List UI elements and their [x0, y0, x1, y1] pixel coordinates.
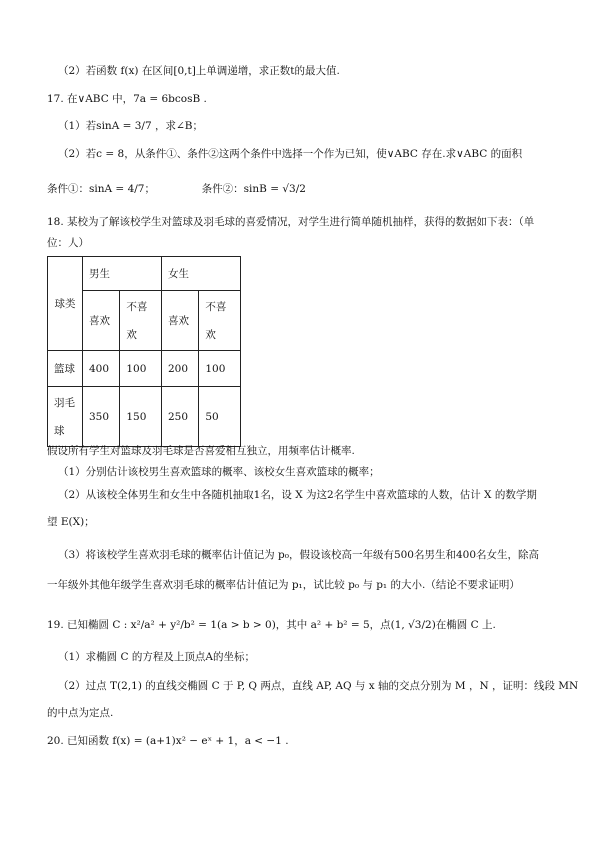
header-male: 男生: [83, 257, 162, 291]
q17-cond2: 条件②：sinB = √3/2: [201, 183, 306, 195]
q18-part2-line2: 望 E(X)；: [47, 516, 95, 528]
sports-preference-table: [47, 256, 241, 447]
table-cell: 100: [120, 351, 162, 387]
q17-stem: 17. 在∨ABC 中，7a = 6bcosB .: [47, 93, 207, 105]
q17-part2: （2）若c = 8，从条件①、条件②这两个条件中选择一个作为已知，使∨ABC 存在.求∨ABC 的面积: [58, 148, 523, 160]
q17-part1: （1）若sinA = 3/7 ，求∠B；: [58, 120, 203, 132]
q18-stem-line2: 位：人）: [47, 237, 89, 249]
q16-part2: （2）若函数 f(x) 在区间[0,t]上单调递增，求正数t的最大值.: [58, 65, 340, 77]
q18-part3-line2: 一年级外其他年级学生喜欢羽毛球的概率估计值记为 p₁，试比较 p₀ 与 p₁ 的大小.（结论不要求证明）: [47, 579, 520, 591]
table-cell: 200: [162, 351, 199, 387]
table-cell: 250: [162, 387, 199, 447]
q17-cond1: 条件①：sinA = 4/7；: [47, 183, 155, 195]
q20-stem: 20. 已知函数 f(x) = (a+1)x² − eˣ + 1，a < −1 .: [47, 735, 289, 747]
q19-part1: （1）求椭圆 C 的方程及上顶点A的坐标；: [58, 651, 255, 663]
table-row: [48, 351, 241, 387]
table-corner: 球类: [48, 257, 83, 351]
q18-part3-line1: （3）将该校学生喜欢羽毛球的概率估计值记为 p₀，假设该校高一年级有500名男生和400名女生，除高: [58, 549, 540, 561]
header-female: 女生: [162, 257, 241, 291]
q17-conditions: [47, 181, 556, 197]
row-label: 羽毛球: [48, 387, 83, 447]
table-cell: 350: [83, 387, 120, 447]
row-label: 篮球: [48, 351, 83, 387]
header-male-like: 喜欢: [83, 291, 120, 351]
q18-stem-line1: 18. 某校为了解该校学生对篮球及羽毛球的喜爱情况，对学生进行简单随机抽样，获得的数据如下表：（单: [47, 216, 535, 228]
table-cell: 150: [120, 387, 162, 447]
q19-stem: 19. 已知椭圆 C : x²/a² + y²/b² = 1(a > b > 0)，其中 a² + b² = 5，点(1, √3/2)在椭圆 C 上.: [47, 619, 496, 631]
table-cell: 50: [199, 387, 241, 447]
table-cell: 400: [83, 351, 120, 387]
q18-assumption: 假设所有学生对篮球及羽毛球是否喜爱相互独立，用频率估计概率.: [47, 445, 355, 457]
header-female-dislike: 不喜欢: [199, 291, 241, 351]
header-male-dislike: 不喜欢: [120, 291, 162, 351]
q19-part2-line1: （2）过点 T(2,1) 的直线交椭圆 C 于 P, Q 两点，直线 AP, AQ 与 x 轴的交点分别为 M ，N ，证明：线段 MN: [58, 680, 579, 692]
header-female-like: 喜欢: [162, 291, 199, 351]
q18-part1: （1）分别估计该校男生喜欢篮球的概率、该校女生喜欢篮球的概率；: [58, 466, 380, 478]
table-cell: 100: [199, 351, 241, 387]
q19-part2-line2: 的中点为定点.: [47, 707, 114, 719]
table-row: [48, 387, 241, 447]
q18-part2-line1: （2）从该校全体男生和女生中各随机抽取1名，设 X 为这2名学生中喜欢篮球的人数，估计 X 的数学期: [58, 489, 537, 501]
